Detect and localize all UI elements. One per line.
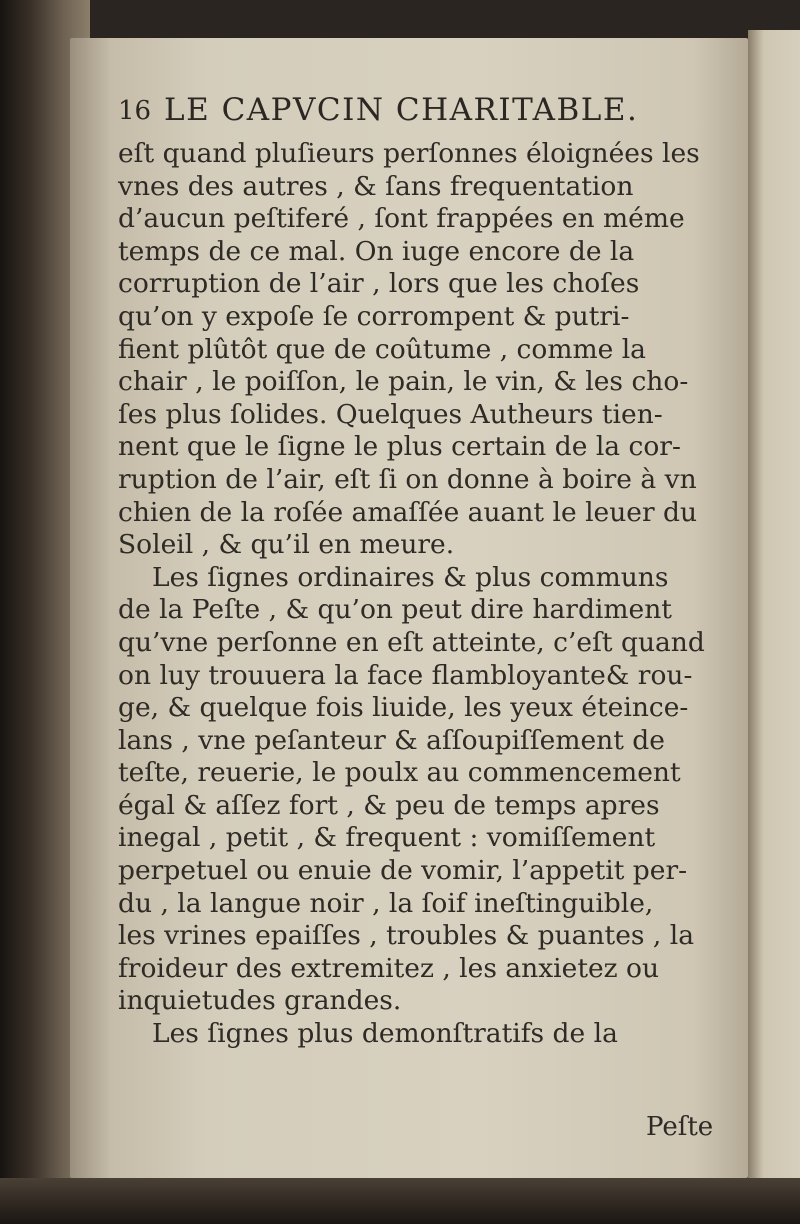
text-line: inegal , petit , & frequent : vomiſſement — [118, 822, 656, 854]
text-line: ruption de l’air, eſt ſi on donne à boire à vn — [118, 463, 697, 495]
text-line: égal & aſſez fort , & peu de temps apres — [118, 789, 660, 821]
text-line: les vrines epaiſſes , troubles & puantes , la — [118, 920, 695, 952]
text-line: ge, & quelque fois liuide, les yeux éteince- — [118, 692, 689, 724]
text-line: qu’vne perſonne en eſt atteinte, c’eſt quand — [118, 626, 705, 658]
text-line: temps de ce mal. On iuge encore de la — [118, 235, 635, 267]
paragraph-start-line: Les ſignes ordinaires & plus communs — [152, 561, 669, 593]
text-line: qu’on y expoſe ſe corrompent & putri- — [118, 300, 630, 332]
text-line: chien de la roſée amaſſée auant le leuer du — [118, 496, 698, 528]
text-line: fient plûtôt que de coûtume , comme la — [118, 333, 646, 365]
catchword: Peſte — [646, 1112, 714, 1142]
text-line: de la Peſte , & qu’on peut dire hardiment — [118, 594, 672, 626]
running-title: LE CAPVCIN CHARITABLE. — [164, 92, 639, 128]
text-line: corruption de l’air , lors que les choſes — [118, 268, 640, 300]
bottom-page-edge — [0, 1178, 800, 1224]
text-line: eſt quand pluſieurs perſonnes éloignées les — [118, 138, 700, 169]
text-line: nent que le ſigne le plus certain de la cor- — [118, 431, 681, 463]
text-line: perpetuel ou enuie de vomir, l’appetit per- — [118, 855, 688, 887]
text-line: lans , vne peſanteur & aſſoupiſſement de — [118, 724, 665, 756]
text-line: d’aucun peſtiferé , ſont frappées en méme — [118, 203, 685, 235]
page-number: 16 — [118, 96, 152, 126]
text-line: froideur des extremitez , les anxietez ou — [118, 952, 660, 984]
text-line: teſte, reuerie, le poulx au commencement — [118, 757, 681, 789]
text-line: inquietudes grandes. — [118, 985, 402, 1017]
text-line: on luy trouuera la face flambloyante& rou- — [118, 659, 693, 691]
text-line: chair , le poiſſon, le pain, le vin, & les cho- — [118, 366, 689, 398]
paragraph-start-line: Les ſignes plus demonſtratifs de la — [152, 1018, 618, 1050]
body-text — [118, 138, 718, 1051]
text-line: Soleil , & qu’il en meure. — [118, 529, 455, 561]
text-line: vnes des autres , & ſans frequentation — [118, 170, 634, 202]
text-line: ſes plus ſolides. Quelques Autheurs tien- — [118, 398, 663, 430]
adjacent-page-edge — [748, 30, 800, 1190]
text-line: du , la langue noir , la ſoif ineſtinguible, — [118, 887, 654, 919]
